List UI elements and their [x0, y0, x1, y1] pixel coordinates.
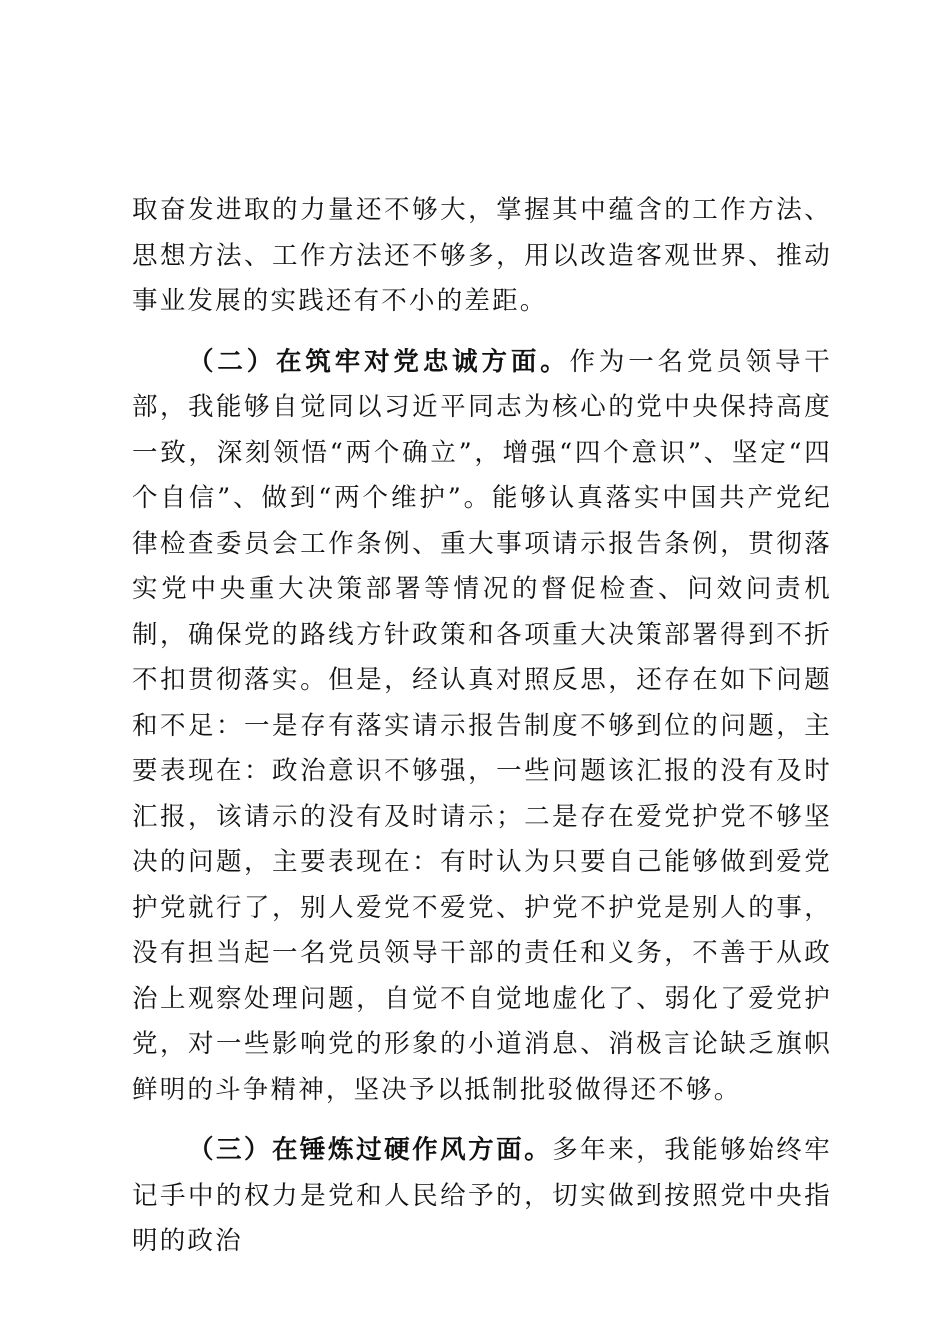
paragraph-text: 取奋发进取的力量还不够大，掌握其中蕴含的工作方法、思想方法、工作方法还不够多，用以改造客观世界、推动事业发展的实践还有不小的差距。 — [132, 195, 832, 316]
document-body — [132, 188, 832, 1280]
paragraph-section-2 — [132, 340, 832, 1114]
paragraph-section-3 — [132, 1128, 832, 1265]
paragraph-text: 作为一名党员领导干部，我能够自觉同以习近平同志为核心的党中央保持高度一致，深刻领悟“两个确立”，增强“四个意识”、坚定“四个自信”、做到“两个维护”。能够认真落实中国共产党纪律检查委员会工作条例、重大事项请示报告条例，贯彻落实党中央重大决策部署等情况的督促检查、问效问责机制，确保党的路线方针政策和各项重大决策部署得到不折不扣贯彻落实。但是，经认真对照反思，还存在如下问题和不足：一是存有落实请示报告制度不够到位的问题，主要表现在：政治意识不够强，一些问题该汇报的没有及时汇报，该请示的没有及时请示；二是存在爱党护党不够坚决的问题，主要表现在：有时认为只要自己能够做到爱党护党就行了，别人爱党不爱党、护党不护党是别人的事，没有担当起一名党员领导干部的责任和义务，不善于从政治上观察处理问题，自觉不自觉地虚化了、弱化了爱党护党，对一些影响党的形象的小道消息、消极言论缺乏旗帜鲜明的斗争精神，坚决予以抵制批驳做得还不够。 — [132, 346, 832, 1105]
paragraph-continuation — [132, 188, 832, 325]
paragraph-text: 多年来，我能够始终牢记手中的权力是党和人民给予的，切实做到按照党中央指明的政治 — [132, 1135, 832, 1256]
section-heading: （二）在筑牢对党忠诚方面。 — [188, 346, 570, 377]
section-heading: （三）在锤炼过硬作风方面。 — [188, 1135, 553, 1165]
